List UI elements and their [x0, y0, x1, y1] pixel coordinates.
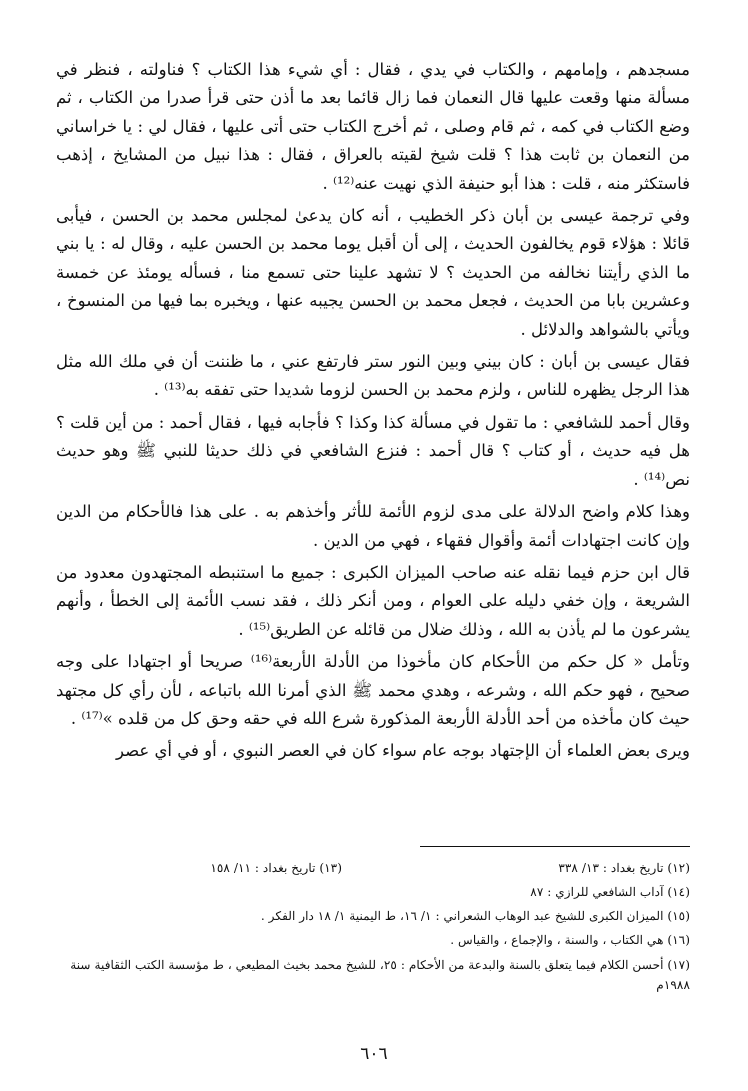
- paragraph: وهذا كلام واضح الدلالة على مدى لزوم الأئمة للأثر وأخذهم به . على هذا فالأحكام من الدين وإن كانت اجتهادات أئمة وأقوال فقهاء ، فهي من الدين .: [56, 502, 690, 550]
- paragraph: ويرى بعض العلماء أن الإجتهاد بوجه عام سواء كان في العصر النبوي ، أو في أي عصر: [116, 741, 690, 761]
- footnote-14: (١٤) آداب الشافعي للرازي : ٨٧: [530, 885, 690, 899]
- paragraph: فقال عيسى بن أبان : كان بيني وبين النور ستر فارتفع عني ، ما ظننت أن في ملك الله مثل هذا الرجل يظهره للناس ، ولزم محمد بن الحسن لزوما شديدا حتى تفقه به⁽¹³⁾ .: [56, 352, 690, 400]
- footnote-15: (١٥) الميزان الكبرى للشيخ عبد الوهاب الشعراني : ١/ ١٦، ط اليمنية ١/ ١٨ دار الفكر .: [260, 909, 690, 923]
- paragraph: وتأمل « كل حكم من الأحكام كان مأخوذا من الأدلة الأربعة⁽¹⁶⁾ صريحا أو اجتهادا على وجه صحيح ، فهو حكم الله ، وشرعه ، وهدي محمد ﷺ الذي أمرنا الله باتباعه ، لأن رأي كل مجتهد حيث كان مأخذه من أحد الأدلة الأربعة المذكورة شرع الله في حقه وحق كل من قلده »⁽¹⁷⁾ .: [56, 652, 690, 728]
- footnote-17: (١٧) أحسن الكلام فيما يتعلق بالسنة والبدعة من الأحكام : ٢٥، للشيخ محمد بخيث المطيعي ، ط مؤسسة الكتب الثقافية سنة ١٩٨٨م: [70, 958, 690, 992]
- footnote-row: [56, 856, 690, 880]
- paragraph: قال ابن حزم فيما نقله عنه صاحب الميزان الكبرى : جميع ما استنبطه المجتهدون معدود من الشريعة ، وإن خفي دليله على العوام ، ومن أنكر ذلك ، فقد نسب الأئمة إلى الخطأ ، وأنهم يشرعون ما لم يأذن به الله ، وذلك ضلال من قائله عن الطريق⁽¹⁵⁾ .: [56, 562, 690, 639]
- paragraph: مسجدهم ، وإمامهم ، والكتاب في يدي ، فقال : أي شيء هذا الكتاب ؟ فناولته ، فنظر في مسألة منها وقعت عليها قال النعمان فما زال قائما بعد ما أذن حتى قرأ صدرا من الكتاب ، ثم وضع الكتاب في كمه ، ثم قام وصلى ، ثم أخرج الكتاب حتى أتى عليها ، فقال لي : يا خراساني من النعمان بن ثابت هذا ؟ قلت شيخ لقيته بالعراق ، فقال : هذا نبيل من المشايخ ، إذهب فاستكثر منه ، قلت : هذا أبو حنيفة الذي نهيت عنه⁽¹²⁾ .: [56, 60, 690, 193]
- footnote-16: (١٦) هي الكتاب ، والسنة ، والإجماع ، والقياس .: [450, 933, 690, 947]
- footnote-13: (١٣) تاريخ بغداد : ١١/ ١٥٨: [210, 861, 342, 875]
- paragraph: وفي ترجمة عيسى بن أبان ذكر الخطيب ، أنه كان يدعىٰ لمجلس محمد بن الحسن ، فيأبى قائلا : هؤلاء قوم يخالفون الحديث ، إلى أن أقبل يوما محمد بن الحسن عليه ، وقال له : يا بني ما الذي رأيتنا نخالفه من الحديث ؟ لا تشهد علينا حتى تسمع منا ، فسأله يومئذ عن خمسة وعشرين بابا من الحديث ، فجعل محمد بن الحسن يجيبه عنها ، ويخبره بما فيها من المنسوخ ، ويأتي بالشواهد والدلائل .: [56, 206, 690, 339]
- footnotes: [56, 856, 690, 995]
- page-number: ٦٠٦: [360, 1044, 388, 1064]
- paragraph: وقال أحمد للشافعي : ما تقول في مسألة كذا وكذا ؟ فأجابه فيها ، فقال أحمد : من أين قلت ؟ هل فيه حديث ، أو كتاب ؟ قال أحمد : فنزع الشافعي في ذلك حديثا للنبي ﷺ وهو حديث نص⁽¹⁴⁾ .: [56, 412, 690, 489]
- footnote-12: (١٢) تاريخ بغداد : ١٣/ ٣٣٨: [558, 861, 690, 875]
- main-text: [56, 56, 690, 766]
- footnote-divider: [420, 846, 690, 847]
